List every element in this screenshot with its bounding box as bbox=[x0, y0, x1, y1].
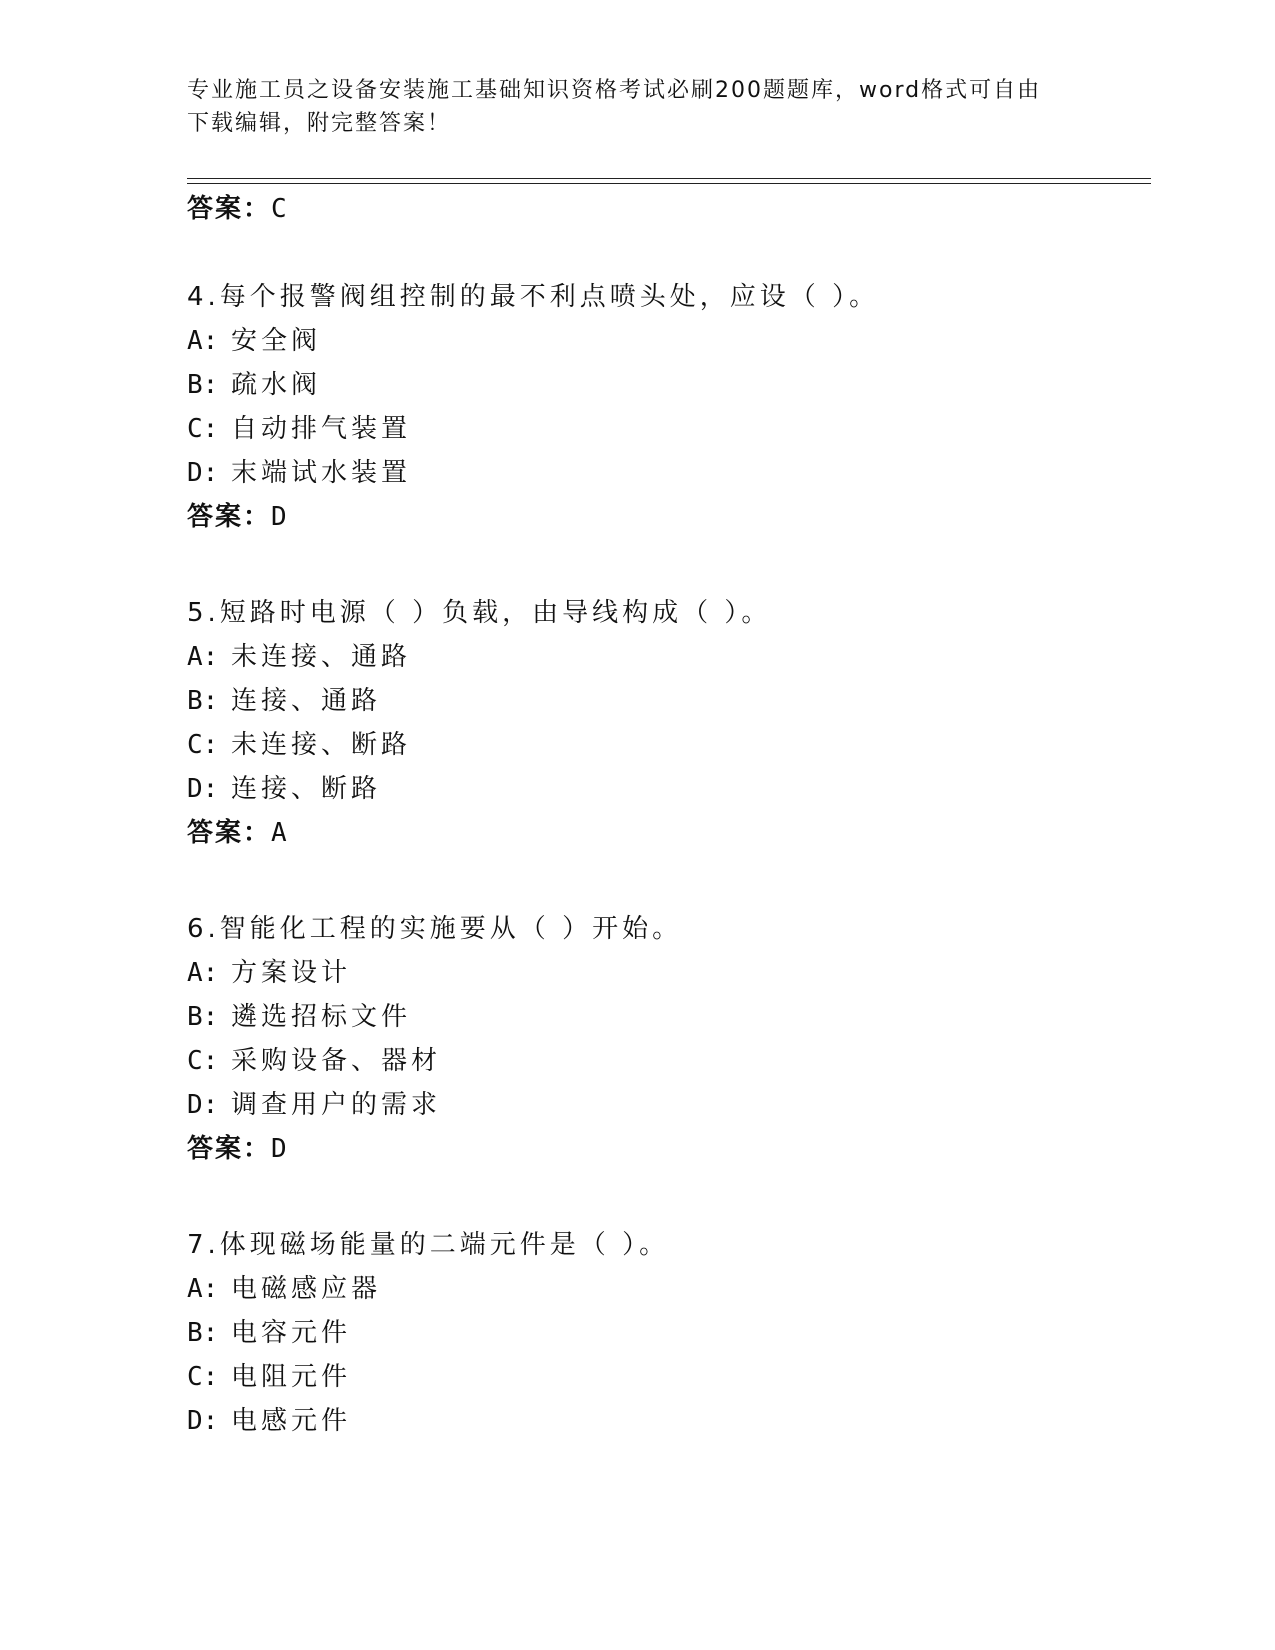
option-a bbox=[187, 324, 321, 358]
answer-value: C bbox=[271, 194, 289, 224]
option-b bbox=[187, 368, 321, 402]
option-letter: C: bbox=[187, 730, 219, 760]
option-d bbox=[187, 456, 411, 490]
option-text: 未连接、断路 bbox=[231, 730, 412, 760]
option-letter: B: bbox=[187, 686, 219, 716]
option-text: 末端试水装置 bbox=[231, 458, 412, 488]
option-a bbox=[187, 1272, 381, 1306]
answer-value: D bbox=[271, 502, 289, 532]
option-text: 遴选招标文件 bbox=[231, 1002, 412, 1032]
option-letter: C: bbox=[187, 1046, 219, 1076]
option-letter: B: bbox=[187, 1318, 219, 1348]
answer-value: A bbox=[271, 818, 289, 848]
option-letter: D: bbox=[187, 1090, 219, 1120]
option-d bbox=[187, 1404, 351, 1438]
header-line-2: 下载编辑，附完整答案！ bbox=[187, 111, 452, 136]
option-text: 电磁感应器 bbox=[231, 1274, 382, 1304]
option-letter: A: bbox=[187, 958, 219, 988]
option-a bbox=[187, 956, 351, 990]
option-text: 电容元件 bbox=[231, 1318, 352, 1348]
option-letter: B: bbox=[187, 370, 219, 400]
option-text: 连接、通路 bbox=[231, 686, 382, 716]
option-letter: D: bbox=[187, 1406, 219, 1436]
option-letter: C: bbox=[187, 1362, 219, 1392]
option-text: 连接、断路 bbox=[231, 774, 382, 804]
option-text: 自动排气装置 bbox=[231, 414, 412, 444]
question-stem: 7.体现磁场能量的二端元件是（ ）。 bbox=[187, 1230, 670, 1260]
answer-label: 答案： bbox=[187, 1134, 272, 1164]
option-letter: B: bbox=[187, 1002, 219, 1032]
answer-line bbox=[187, 1132, 289, 1166]
header-divider-bottom bbox=[187, 183, 1151, 184]
option-text: 安全阀 bbox=[231, 326, 322, 356]
option-b bbox=[187, 1316, 351, 1350]
option-text: 采购设备、器材 bbox=[231, 1046, 442, 1076]
answer-label: 答案： bbox=[187, 194, 272, 224]
document-header bbox=[187, 74, 1087, 140]
answer-line bbox=[187, 816, 289, 850]
option-text: 疏水阀 bbox=[231, 370, 322, 400]
question-stem: 5.短路时电源（ ）负载，由导线构成（ ）。 bbox=[187, 598, 772, 628]
option-b bbox=[187, 684, 381, 718]
option-c bbox=[187, 728, 411, 762]
option-a bbox=[187, 640, 411, 674]
answer-value: D bbox=[271, 1134, 289, 1164]
option-b bbox=[187, 1000, 411, 1034]
option-letter: D: bbox=[187, 458, 219, 488]
question-stem: 6.智能化工程的实施要从（ ）开始。 bbox=[187, 914, 683, 944]
option-d bbox=[187, 772, 381, 806]
option-text: 电阻元件 bbox=[231, 1362, 352, 1392]
option-text: 电感元件 bbox=[231, 1406, 352, 1436]
option-letter: A: bbox=[187, 326, 219, 356]
option-c bbox=[187, 1360, 351, 1394]
header-divider-top bbox=[187, 178, 1151, 179]
option-text: 未连接、通路 bbox=[231, 642, 412, 672]
option-letter: D: bbox=[187, 774, 219, 804]
option-text: 调查用户的需求 bbox=[231, 1090, 442, 1120]
option-letter: C: bbox=[187, 414, 219, 444]
option-letter: A: bbox=[187, 642, 219, 672]
answer-label: 答案： bbox=[187, 818, 272, 848]
option-letter: A: bbox=[187, 1274, 219, 1304]
answer-line bbox=[187, 500, 289, 534]
answer-label: 答案： bbox=[187, 502, 272, 532]
answer-line bbox=[187, 192, 289, 226]
header-line-1: 专业施工员之设备安装施工基础知识资格考试必刷200题题库，word格式可自由 bbox=[187, 78, 1042, 103]
option-c bbox=[187, 1044, 441, 1078]
question-stem: 4.每个报警阀组控制的最不利点喷头处，应设（ ）。 bbox=[187, 282, 880, 312]
option-d bbox=[187, 1088, 441, 1122]
option-c bbox=[187, 412, 411, 446]
option-text: 方案设计 bbox=[231, 958, 352, 988]
